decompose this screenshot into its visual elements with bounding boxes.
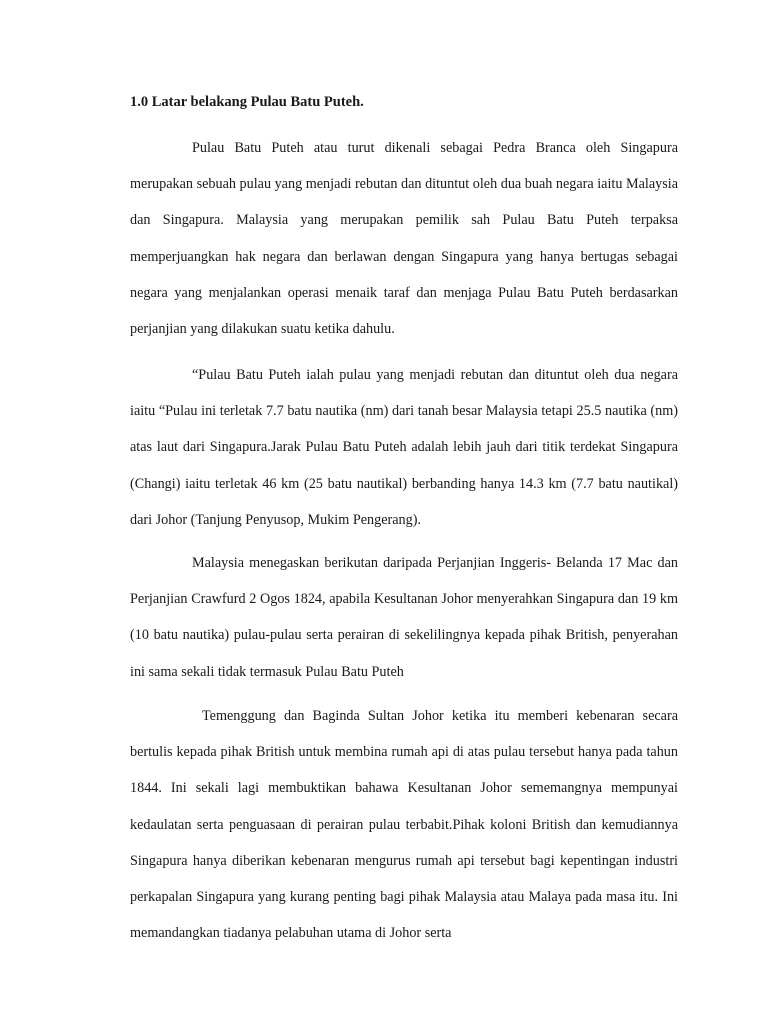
section-heading: 1.0 Latar belakang Pulau Batu Puteh. bbox=[130, 94, 364, 110]
paragraph-1: Pulau Batu Puteh atau turut dikenali sebagai Pedra Branca oleh Singapura merupakan sebuah pulau yang menjadi rebutan dan dituntut oleh dua buah negara iaitu Malaysia dan Singapura. Malaysia yang merupakan pemilik sah Pulau Batu Puteh terpaksa memperjuangkan hak negara dan berlawan dengan Singapura yang hanya bertugas sebagai negara yang menjalankan operasi menaik taraf dan menjaga Pulau Batu Puteh berdasarkan perjanjian yang dilakukan suatu ketika dahulu. bbox=[130, 140, 679, 338]
paragraph-4: Temenggung dan Baginda Sultan Johor ketika itu memberi kebenaran secara bertulis kepada pihak British untuk membina rumah api di atas pulau tersebut hanya pada tahun 1844. Ini sekali lagi membuktikan bahawa Kesultanan Johor sememangnya mempunyai kedaulatan serta penguasaan di perairan pulau terbabit.Pihak koloni British dan kemudiannya Singapura hanya diberikan kebenaran mengurus rumah api tersebut bagi kepentingan industri perkapalan Singapura yang kurang penting bagi pihak Malaysia atau Malaya pada masa itu. Ini memandangkan tiadanya pelabuhan utama di Johor serta bbox=[130, 708, 678, 942]
paragraph-3: Malaysia menegaskan berikutan daripada Perjanjian Inggeris- Belanda 17 Mac dan Perjanjian Crawfurd 2 Ogos 1824, apabila Kesultanan Johor menyerahkan Singapura dan 19 km (10 batu nautika) pulau-pulau serta perairan di sekelilingnya kepada pihak British, penyerahan ini sama sekali tidak termasuk Pulau Batu Puteh bbox=[130, 555, 678, 680]
paragraph-2: “Pulau Batu Puteh ialah pulau yang menjadi rebutan dan dituntut oleh dua negara iaitu “Pulau ini terletak 7.7 batu nautika (nm) dari tanah besar Malaysia tetapi 25.5 nautika (nm) atas laut dari Singapura.Jarak Pulau Batu Puteh adalah lebih jauh dari titik terdekat Singapura (Changi) iaitu terletak 46 km (25 batu nautikal) berbanding hanya 14.3 km (7.7 batu nautikal) dari Johor (Tanjung Penyusop, Mukim Pengerang). bbox=[130, 367, 678, 528]
